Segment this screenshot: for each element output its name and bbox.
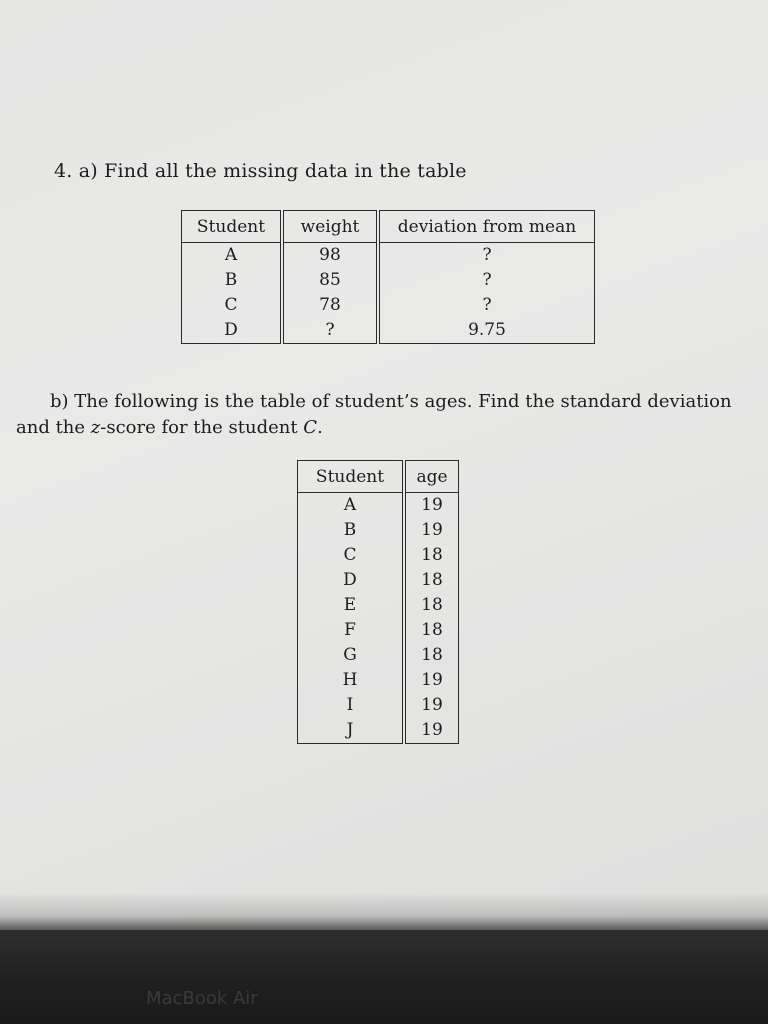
text-fragment: -score for the student — [100, 417, 304, 438]
question-b-line2 — [16, 417, 323, 438]
table-row — [298, 643, 459, 668]
cell-weight: 98 — [282, 243, 378, 269]
cell-age: 19 — [404, 693, 459, 718]
table-row — [298, 593, 459, 618]
table-row — [298, 568, 459, 593]
header-student: Student — [182, 211, 283, 243]
cell-deviation: 9.75 — [378, 318, 595, 344]
cell-deviation: ? — [378, 268, 595, 293]
variable-z: z — [90, 417, 101, 438]
cell-student: J — [346, 720, 354, 740]
cell-student: D — [224, 320, 238, 340]
cell-weight: 85 — [282, 268, 378, 293]
question-b-text — [16, 389, 764, 441]
screen-edge-shadow — [0, 892, 768, 932]
cell-student: B — [224, 270, 238, 290]
weight-table — [181, 210, 595, 344]
table-row — [182, 318, 595, 344]
cell-age: 18 — [404, 643, 459, 668]
cell-student: E — [343, 595, 357, 615]
table-row — [182, 243, 595, 269]
cell-age: 18 — [404, 568, 459, 593]
cell-student: D — [343, 570, 357, 590]
table-row — [298, 693, 459, 718]
cell-student: A — [343, 495, 357, 515]
text-fragment: and the — [16, 417, 91, 438]
table-row — [298, 543, 459, 568]
cell-age: 19 — [404, 518, 459, 543]
cell-student: H — [342, 670, 358, 690]
cell-student: A — [224, 245, 238, 265]
header-age: age — [404, 461, 459, 493]
cell-age: 18 — [404, 543, 459, 568]
table-row — [298, 493, 459, 519]
age-table — [297, 460, 459, 744]
table-row — [298, 618, 459, 643]
table-row — [298, 718, 459, 744]
table-row — [298, 518, 459, 543]
variable-c: C — [303, 417, 318, 438]
cell-student: G — [343, 645, 357, 665]
laptop-bezel — [0, 930, 768, 1024]
cell-student: I — [346, 695, 354, 715]
question-b-line1: b) The following is the table of student’s ages. Find the standard deviation — [50, 391, 732, 412]
cell-student: B — [343, 520, 357, 540]
cell-deviation: ? — [378, 243, 595, 269]
cell-weight: ? — [282, 318, 378, 344]
cell-student: C — [343, 545, 357, 565]
header-weight: weight — [282, 211, 378, 243]
cell-weight: 78 — [282, 293, 378, 318]
device-brand-label: MacBook Air — [146, 988, 258, 1009]
table-row — [182, 293, 595, 318]
header-student: Student — [298, 461, 405, 493]
header-deviation: deviation from mean — [378, 211, 595, 243]
text-fragment: . — [317, 417, 323, 438]
question-a-text: 4. a) Find all the missing data in the table — [54, 160, 467, 182]
table-row — [298, 668, 459, 693]
table-row — [182, 268, 595, 293]
cell-age: 18 — [404, 593, 459, 618]
cell-age: 19 — [404, 668, 459, 693]
cell-deviation: ? — [378, 293, 595, 318]
cell-age: 19 — [404, 718, 459, 744]
cell-student: C — [224, 295, 238, 315]
cell-student: F — [344, 620, 356, 640]
cell-age: 19 — [404, 493, 459, 519]
cell-age: 18 — [404, 618, 459, 643]
